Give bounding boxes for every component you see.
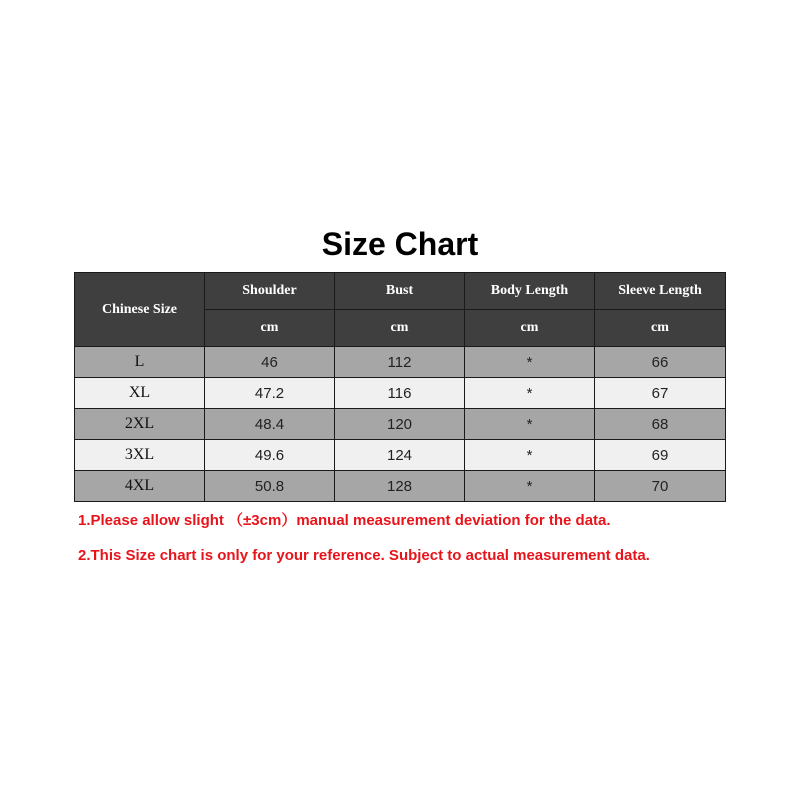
body-length-value: * (465, 471, 595, 502)
shoulder-value: 50.8 (205, 471, 335, 502)
header-bust: Bust (335, 273, 465, 310)
unit-sleeve-length: cm (595, 310, 726, 347)
size-label: 3XL (75, 440, 205, 471)
body-length-value: * (465, 440, 595, 471)
bust-value: 112 (335, 347, 465, 378)
sleeve-length-value: 66 (595, 347, 726, 378)
bust-value: 120 (335, 409, 465, 440)
bust-value: 128 (335, 471, 465, 502)
header-body-length: Body Length (465, 273, 595, 310)
unit-shoulder: cm (205, 310, 335, 347)
unit-body-length: cm (465, 310, 595, 347)
shoulder-value: 48.4 (205, 409, 335, 440)
table-row (75, 409, 726, 440)
bust-value: 124 (335, 440, 465, 471)
table-row (75, 471, 726, 502)
shoulder-value: 49.6 (205, 440, 335, 471)
sleeve-length-value: 69 (595, 440, 726, 471)
unit-bust: cm (335, 310, 465, 347)
sleeve-length-value: 70 (595, 471, 726, 502)
size-label: 2XL (75, 409, 205, 440)
body-length-value: * (465, 409, 595, 440)
size-label: XL (75, 378, 205, 409)
shoulder-value: 47.2 (205, 378, 335, 409)
sleeve-length-value: 68 (595, 409, 726, 440)
size-chart-table (74, 272, 726, 502)
header-sleeve-length: Sleeve Length (595, 273, 726, 310)
body-length-value: * (465, 378, 595, 409)
header-shoulder: Shoulder (205, 273, 335, 310)
size-label: L (75, 347, 205, 378)
table-row (75, 347, 726, 378)
header-chinese-size: Chinese Size (75, 273, 205, 347)
size-label: 4XL (75, 471, 205, 502)
body-length-value: * (465, 347, 595, 378)
table-row (75, 440, 726, 471)
sleeve-length-value: 67 (595, 378, 726, 409)
note-measurement-deviation: 1.Please allow slight （±3cm）manual measurement deviation for the data. (78, 512, 611, 529)
note-reference-only: 2.This Size chart is only for your reference. Subject to actual measurement data. (78, 547, 650, 564)
shoulder-value: 46 (205, 347, 335, 378)
page-title: Size Chart (321, 226, 479, 262)
bust-value: 116 (335, 378, 465, 409)
table-row (75, 378, 726, 409)
